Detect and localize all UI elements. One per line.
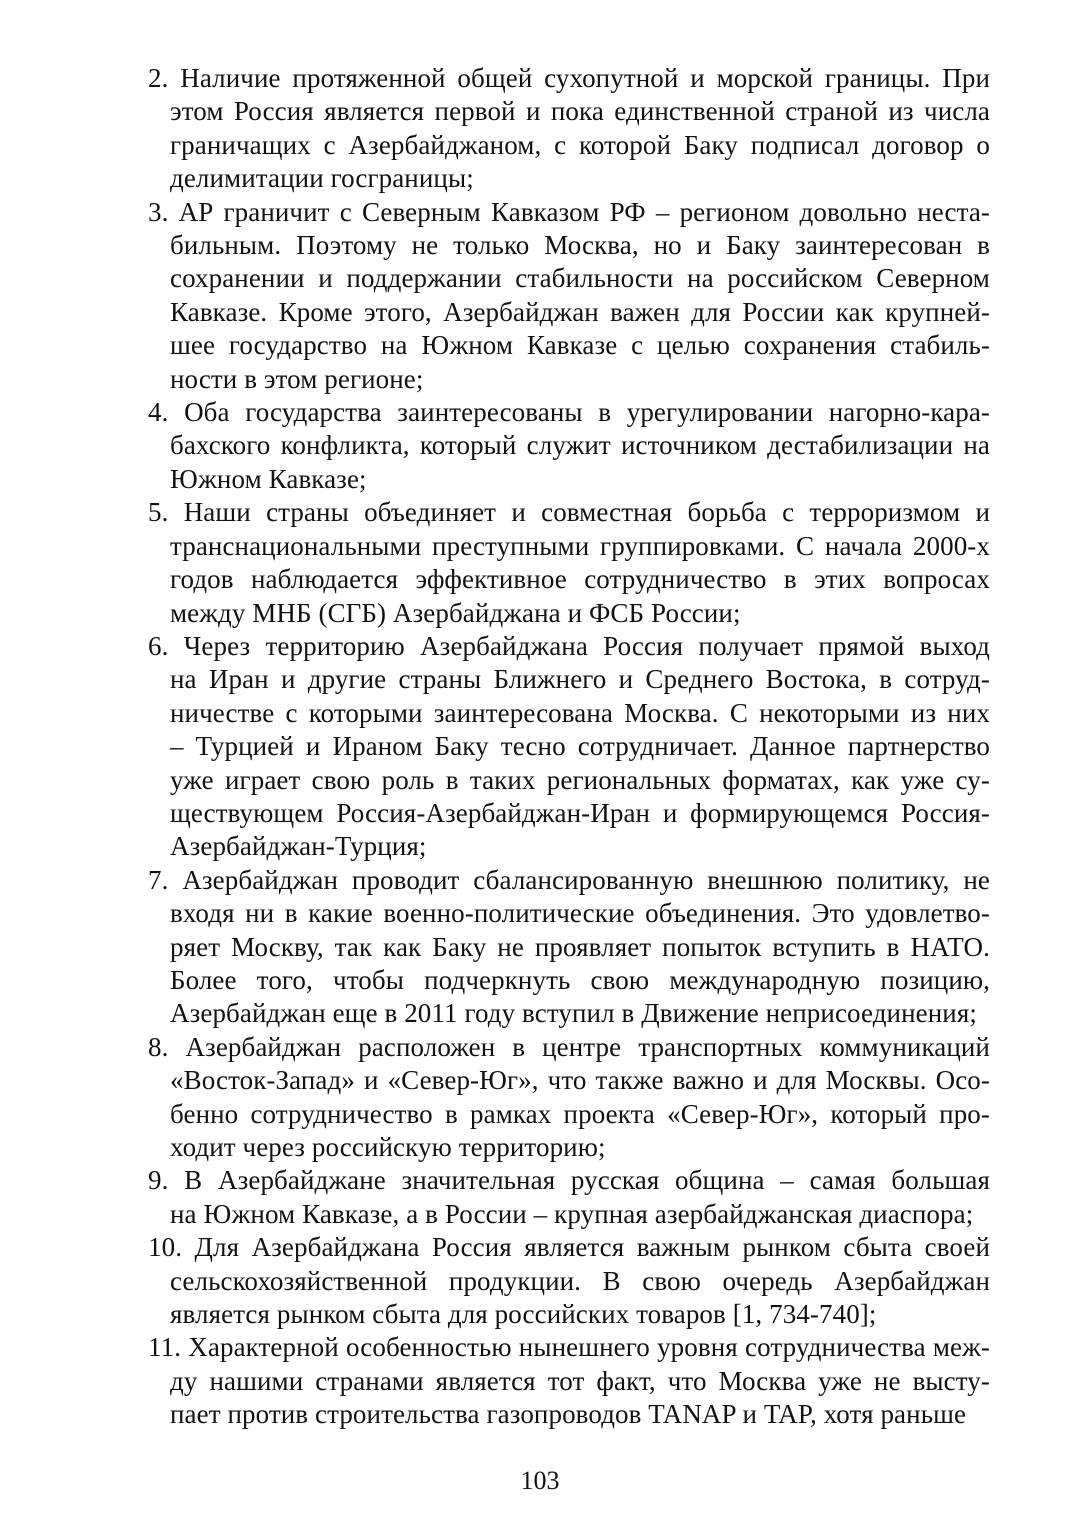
item-number: 5. <box>148 497 169 528</box>
item-number: 2. <box>148 63 169 93</box>
text-line: бахского конфликта, который служит источником дестабилизации на <box>170 430 990 461</box>
page-number: 103 <box>520 1465 560 1495</box>
item-first-line-text: Для Азербайджана Россия является важным рынком сбыта своей <box>194 1232 990 1263</box>
text-line: уже играет свою роль в таких региональных форматах, как уже су- <box>170 764 990 795</box>
text-line: бенно сотрудничество в рамках проекта «Север-Юг», который про- <box>170 1098 990 1129</box>
item-first-line-text: Оба государства заинтересованы в урегулировании нагорно-кара- <box>184 397 990 428</box>
text-line: транснациональными преступными группировками. С начала 2000-х <box>170 530 990 561</box>
item-first-line-text: Азербайджан расположен в центре транспортных коммуникаций <box>185 1031 990 1062</box>
list-item <box>148 1031 990 1165</box>
item-first-line-text: Характерной особенностью нынешнего уровня сотрудничества меж- <box>188 1332 990 1363</box>
text-line: ду нашими странами является тот факт, что Москва уже не высту- <box>170 1365 990 1396</box>
text-line: между МНБ (СГБ) Азербайджана и ФСБ России; <box>170 597 741 628</box>
text-line: «Восток-Запад» и «Север-Юг», что также важно и для Москвы. Осо- <box>170 1065 990 1096</box>
text-line <box>148 1031 990 1064</box>
item-first-line-text: Азербайджан проводит сбалансированную внешнюю политику, не <box>182 864 991 895</box>
text-line: годов наблюдается эффективное сотрудничество в этих вопросах <box>170 564 990 595</box>
item-number: 3. <box>148 196 169 227</box>
list-item <box>148 396 990 496</box>
text-line <box>148 1164 990 1197</box>
text-line: Южном Кавказе; <box>170 463 367 494</box>
item-number: 7. <box>148 864 169 895</box>
text-line: на Южном Кавказе, а в России – крупная азербайджанская диаспора; <box>170 1198 974 1229</box>
text-line <box>148 864 991 897</box>
text-line <box>148 1331 990 1364</box>
list-item <box>148 1164 990 1231</box>
text-line <box>148 1231 990 1264</box>
text-line: ничестве с которыми заинтересована Москва. С некоторыми из них <box>170 697 990 728</box>
item-first-line-text: АР граничит с Северным Кавказом РФ – регионом довольно неста- <box>178 196 990 227</box>
text-line: делимитации госграницы; <box>170 163 474 194</box>
text-line: граничащих с Азербайджаном, с которой Баку подписал договор о <box>170 129 990 160</box>
text-line: является рынком сбыта для российских товаров [1, 734-740]; <box>170 1299 877 1330</box>
text-line <box>148 62 990 95</box>
text-line <box>148 196 990 229</box>
list-item <box>148 496 990 630</box>
text-line: Кавказе. Кроме этого, Азербайджан важен для России как крупней- <box>170 296 990 327</box>
item-number: 9. <box>148 1165 169 1196</box>
item-number: 4. <box>148 397 169 428</box>
item-number: 6. <box>148 630 169 661</box>
text-line: ряет Москву, так как Баку не проявляет попыток вступить в НАТО. <box>170 931 990 962</box>
text-line: ходит через российскую территорию; <box>170 1132 606 1162</box>
list-item <box>148 1331 990 1431</box>
text-line: Азербайджан еще в 2011 году вступил в Движение неприсоединения; <box>170 998 977 1029</box>
text-line: сохранении и поддержании стабильности на российском Северном <box>170 263 990 294</box>
text-line: входя ни в какие военно-политические объединения. Это удовлетво- <box>170 898 990 929</box>
numbered-list <box>148 62 990 1432</box>
text-line: ществующем Россия-Азербайджан-Иран и формирующемся Россия- <box>170 797 990 828</box>
text-line: бильным. Поэтому не только Москва, но и Баку заинтересован в <box>170 230 990 261</box>
text-line: шее государство на Южном Кавказе с целью сохранения стабиль- <box>170 330 990 361</box>
text-line: пает против строительства газопроводов TANAP и TAP, хотя раньше <box>170 1399 967 1430</box>
item-first-line-text: В Азербайджане значительная русская община – самая большая <box>184 1165 990 1196</box>
text-line: на Иран и другие страны Ближнего и Среднего Востока, в сотруд- <box>170 664 990 695</box>
text-line <box>148 630 990 663</box>
item-first-line-text: Наличие протяженной общей сухопутной и морской границы. При <box>180 63 990 93</box>
item-number: 10. <box>148 1232 183 1263</box>
text-line: Азербайджан-Турция; <box>170 831 427 862</box>
list-item <box>148 864 990 1031</box>
item-number: 8. <box>148 1031 169 1062</box>
text-line: этом Россия является первой и пока единственной страной из числа <box>170 96 990 127</box>
text-line: Более того, чтобы подчеркнуть свою международную позицию, <box>170 964 990 995</box>
list-item <box>148 196 990 396</box>
text-line <box>148 396 990 429</box>
text-line: сельскохозяйственной продукции. В свою очередь Азербайджан <box>170 1265 990 1296</box>
list-item <box>148 1231 990 1331</box>
text-line: – Турцией и Ираном Баку тесно сотрудничает. Данное партнерство <box>170 731 990 762</box>
list-item <box>148 62 990 196</box>
text-line <box>148 496 990 529</box>
item-first-line-text: Через территорию Азербайджана Россия получает прямой выход <box>183 630 990 661</box>
item-first-line-text: Наши страны объединяет и совместная борьба с терроризмом и <box>183 497 990 528</box>
list-item <box>148 630 990 864</box>
item-number: 11. <box>148 1332 182 1363</box>
text-line: ности в этом регионе; <box>170 363 424 394</box>
